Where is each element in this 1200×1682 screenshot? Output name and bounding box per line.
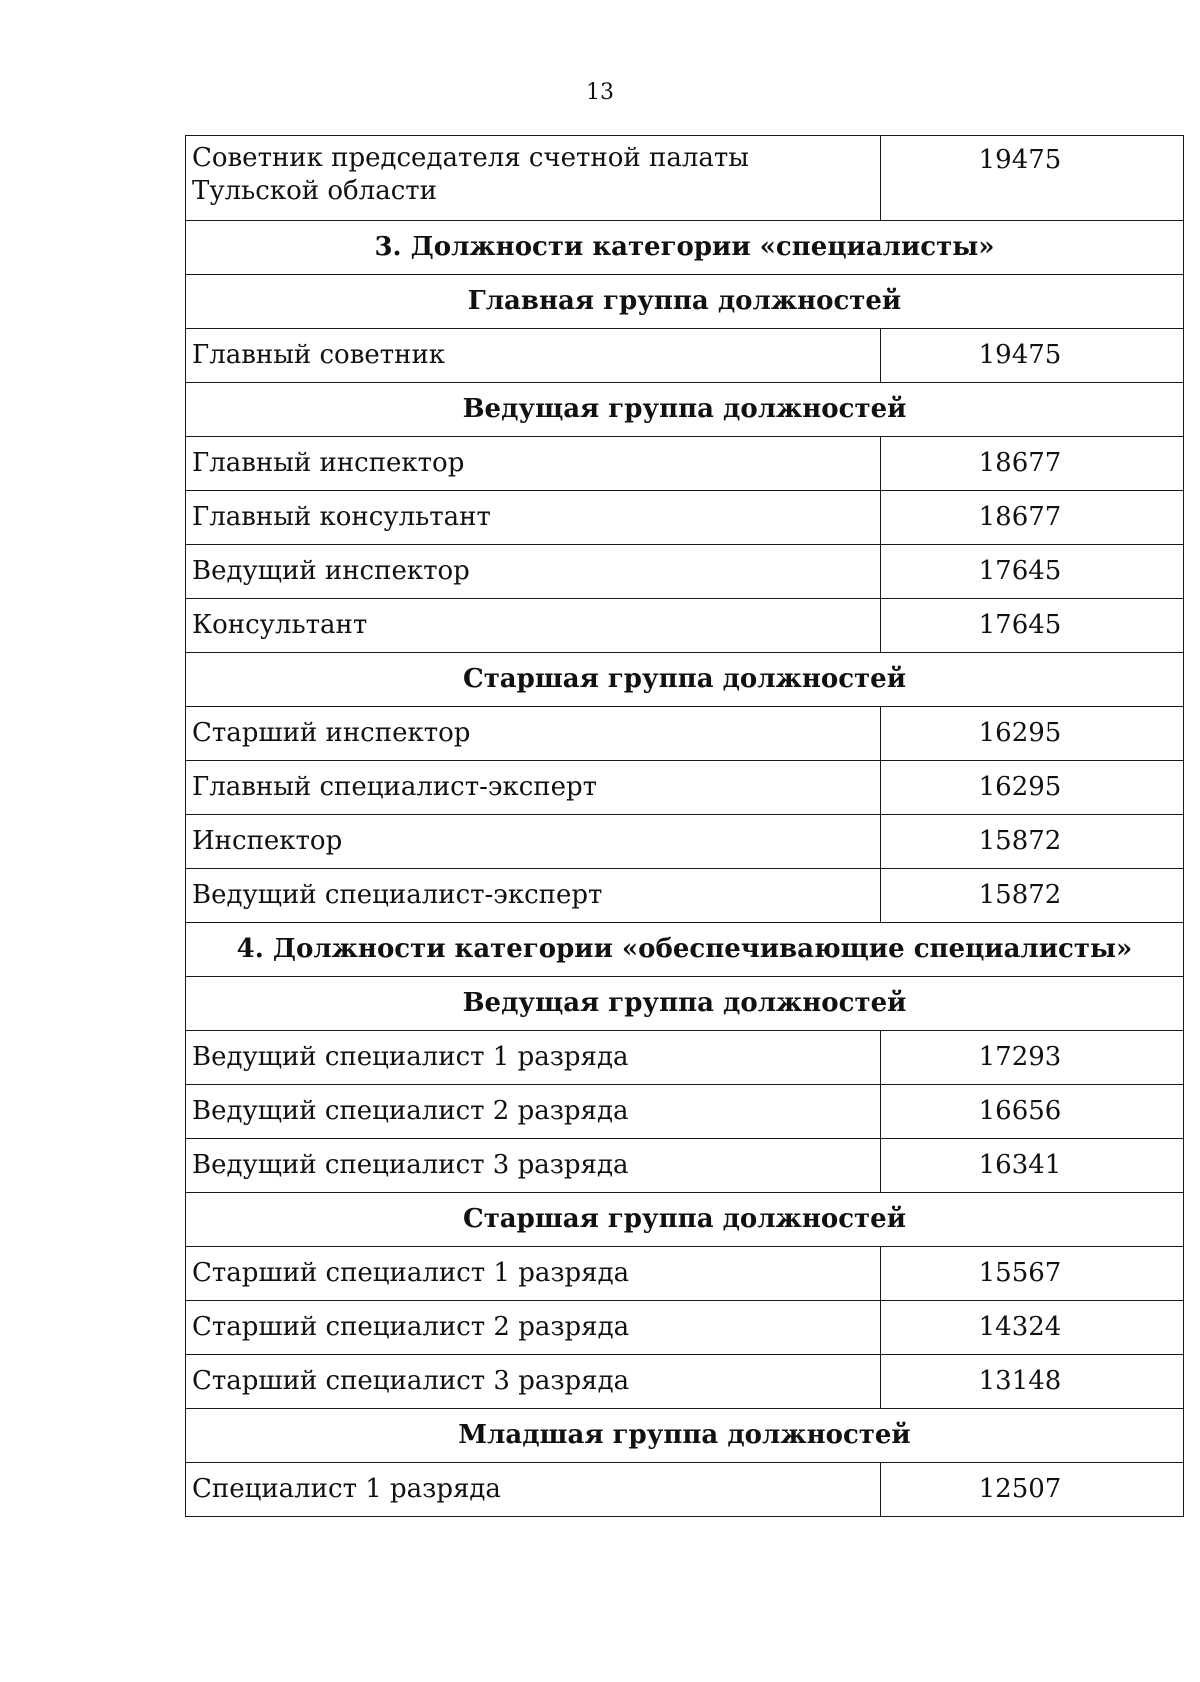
salary-value: 17645 [881, 545, 1184, 599]
salary-value: 16341 [881, 1139, 1184, 1193]
position-name: Главный инспектор [186, 437, 881, 491]
salary-value: 16295 [881, 707, 1184, 761]
table-row [186, 437, 1184, 491]
position-name: Консультант [186, 599, 881, 653]
section-heading-row [186, 221, 1184, 275]
salary-table [185, 135, 1184, 1517]
salary-value: 15872 [881, 815, 1184, 869]
position-name: Главный советник [186, 329, 881, 383]
position-name: Главный специалист-эксперт [186, 761, 881, 815]
salary-value: 19475 [881, 329, 1184, 383]
salary-table-body [186, 136, 1184, 1517]
section-heading: 3. Должности категории «специалисты» [186, 221, 1184, 275]
table-row [186, 1355, 1184, 1409]
section-heading-row [186, 275, 1184, 329]
salary-value: 14324 [881, 1301, 1184, 1355]
section-heading: Старшая группа должностей [186, 1193, 1184, 1247]
position-name: Ведущий специалист 3 разряда [186, 1139, 881, 1193]
position-name: Инспектор [186, 815, 881, 869]
table-row [186, 491, 1184, 545]
salary-value: 12507 [881, 1463, 1184, 1517]
position-name: Старший специалист 3 разряда [186, 1355, 881, 1409]
table-row [186, 136, 1184, 221]
table-row [186, 1139, 1184, 1193]
position-name: Ведущий специалист 2 разряда [186, 1085, 881, 1139]
table-row [186, 1031, 1184, 1085]
position-name: Старший специалист 1 разряда [186, 1247, 881, 1301]
salary-value: 17293 [881, 1031, 1184, 1085]
table-row [186, 1247, 1184, 1301]
position-name: Специалист 1 разряда [186, 1463, 881, 1517]
position-name: Советник председателя счетной палаты Тульской области [186, 136, 881, 221]
section-heading-row [186, 653, 1184, 707]
table-row [186, 707, 1184, 761]
salary-value: 18677 [881, 437, 1184, 491]
position-name: Старший инспектор [186, 707, 881, 761]
section-heading: Старшая группа должностей [186, 653, 1184, 707]
section-heading: Ведущая группа должностей [186, 383, 1184, 437]
position-name: Старший специалист 2 разряда [186, 1301, 881, 1355]
position-name: Ведущий инспектор [186, 545, 881, 599]
table-row [186, 329, 1184, 383]
table-row [186, 761, 1184, 815]
table-row [186, 815, 1184, 869]
salary-value: 19475 [881, 136, 1184, 221]
section-heading-row [186, 383, 1184, 437]
section-heading-row [186, 1409, 1184, 1463]
section-heading: Ведущая группа должностей [186, 977, 1184, 1031]
section-heading: 4. Должности категории «обеспечивающие специалисты» [186, 923, 1184, 977]
page-number: 13 [586, 80, 614, 105]
salary-value: 15872 [881, 869, 1184, 923]
position-name: Ведущий специалист-эксперт [186, 869, 881, 923]
salary-value: 13148 [881, 1355, 1184, 1409]
salary-value: 17645 [881, 599, 1184, 653]
section-heading-row [186, 977, 1184, 1031]
salary-value: 18677 [881, 491, 1184, 545]
section-heading: Младшая группа должностей [186, 1409, 1184, 1463]
salary-value: 16295 [881, 761, 1184, 815]
table-row [186, 545, 1184, 599]
section-heading-row [186, 923, 1184, 977]
table-row [186, 599, 1184, 653]
salary-value: 16656 [881, 1085, 1184, 1139]
table-row [186, 1085, 1184, 1139]
section-heading-row [186, 1193, 1184, 1247]
salary-value: 15567 [881, 1247, 1184, 1301]
table-row [186, 869, 1184, 923]
position-name: Главный консультант [186, 491, 881, 545]
table-row [186, 1463, 1184, 1517]
table-row [186, 1301, 1184, 1355]
section-heading: Главная группа должностей [186, 275, 1184, 329]
position-name: Ведущий специалист 1 разряда [186, 1031, 881, 1085]
